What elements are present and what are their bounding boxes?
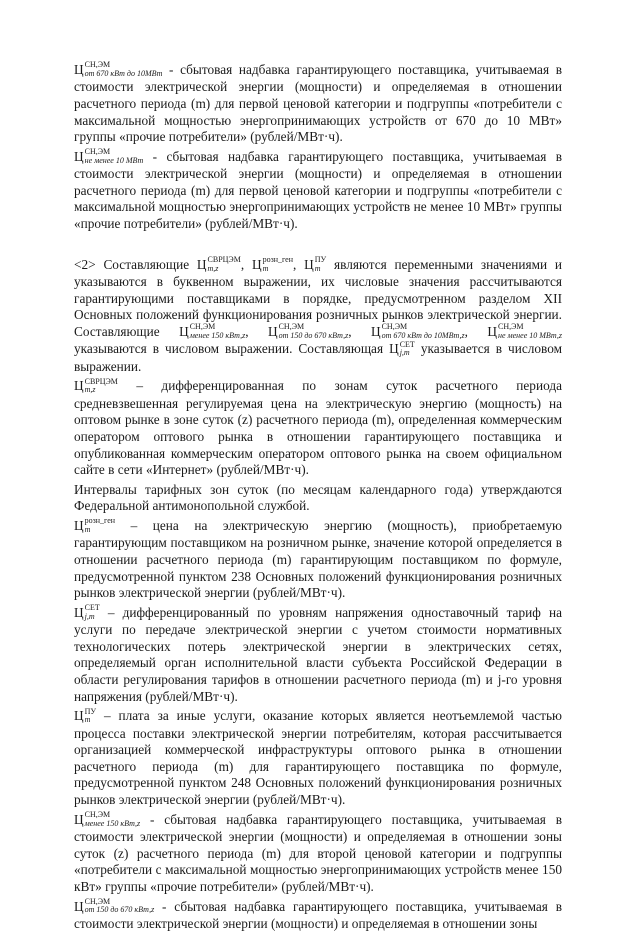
paragraph-tariff-zones (74, 482, 562, 515)
formula-symbol: Ц СЕТ j,m (74, 603, 100, 621)
separator: , (240, 256, 252, 272)
formula-symbol: Ц ПУ m (304, 255, 327, 273)
formula-symbol: Ц ПУ m (74, 706, 97, 725)
formula-symbol: Ц СН,ЭМ от 150 до 670 кВт,z (74, 896, 155, 915)
definition-text: – дифференцированная по зонам суток расчетного периода средневзвешенная регулируемая цена на электрическую энергию (мощность) на оптовом рынке в зоне суток (z) расчетного периода (m), определенная коммерческим оператором оптового рынка в отношении гарантирующего поставщика и опубликованная коммерческим оператором оптового рынка на своем официальном сайте в сети «Интернет» (рублей/МВт·ч). (74, 378, 562, 478)
definition-text: – дифференцированный по уровням напряжения одноставочный тариф на услуги по передаче электрической энергии с учетом стоимости нормативных технологических потерь электрической энергии в электрических сетях, определяемый орган исполнительной власти субъекта Российской Федерации в области регулирования тарифов в отношении расчетного периода (m) и j-го уровня напряжения (рублей/МВт·ч). (74, 604, 562, 704)
paragraph-text: - сбытовая надбавка гарантирующего поставщика, учитываемая в стоимости электрической энергии (мощности) и определяемая в отношении расчетного периода (m) для первой ценовой категории и подгруппы «потребители с максимальной мощностью энергопринимающих устройств от 670 до 10 МВт» группы «прочие потребители» (рублей/МВт·ч). (74, 62, 562, 145)
footnote-text: указываются в числовом выражении. Составляющая (74, 341, 390, 357)
formula-symbol: Ц СВРЦЭМ m,z (74, 376, 118, 395)
formula-symbol: Ц СЕТ j,m (389, 339, 415, 358)
definition-markup-less-150kw (74, 812, 562, 896)
footnote-text: являются переменными значениями и указываются в буквенном выражении, их числовые значения рассчитываются гарантирующими поставщиками в порядке, предусмотренном разделом XII Основных положений функционирования розничных рынков электрической энергии. Составляющие (74, 256, 563, 339)
separator: , (348, 323, 371, 339)
separator: , (245, 323, 268, 339)
formula-symbol: Ц СН,ЭМ от 670 кВт до 10МВт,z (370, 322, 465, 340)
definition-text: – плата за иные услуги, оказание которых является неотъемлемой частью процесса поставки электрической энергии потребителям, которая рассчитывается организацией коммерческой инфраструктуры оптового рынка в отношении расчетного периода (m) для гарантирующего поставщика по формуле, предусмотренной пунктом 248 Основных положений функционирования розничных рынков электрической энергии (рублей/МВт·ч). (74, 708, 562, 808)
formula-symbol: Ц розн_ген m (251, 255, 294, 273)
paragraph-markup-670kw-10mw (74, 62, 562, 146)
formula-symbol: Ц СН,ЭМ от 150 до 670 кВт,z (267, 322, 349, 340)
definition-pu (74, 708, 562, 808)
definition-text: – цена на электрическую энергию (мощность), приобретаемую гарантирующим поставщиком на розничном рынке, значение которой определяется в отношении расчетного периода (m) гарантирующим поставщиком по формуле, предусмотренной пунктом 238 Основных положений функционирования розничных рынков электрической энергии (рублей/МВт·ч). (74, 518, 562, 601)
footnote-2 (74, 257, 562, 376)
definition-rozn-gen (74, 518, 562, 602)
document-page (74, 62, 562, 933)
footnote-lead: <2> Составляющие (74, 256, 197, 272)
separator: , (293, 256, 305, 272)
definition-text: - сбытовая надбавка гарантирующего поставщика, учитываемая в стоимости электрической энергии (мощности) и определяемая в отношении зоны суток (z) расчетного периода (m) для второй ценовой категории и подгруппы «потребители с максимальной мощностью энергопринимающих устройств менее 150 кВт» группы «прочие потребители» (рублей/МВт·ч). (74, 811, 562, 894)
formula-symbol: Ц СВРЦЭМ m,z (196, 255, 241, 273)
paragraph-text: Интервалы тарифных зон суток (по месяцам календарного года) утверждаются Федеральной антимонопольной службой. (74, 481, 562, 514)
formula-symbol: Ц розн_ген m (74, 516, 116, 534)
footnote-text: указывается в числовом выражении. (74, 341, 562, 374)
formula-symbol: Ц СН,ЭМ менее 150 кВт,z (74, 810, 141, 828)
paragraph-markup-10mw (74, 149, 562, 233)
definition-text: - сбытовая надбавка гарантирующего поставщика, учитываемая в стоимости электрической энергии (мощности) и определяемая в отношении зоны (74, 898, 562, 931)
formula-symbol: Ц СН,ЭМ от 670 кВт до 10МВт (74, 60, 163, 78)
definition-set (74, 605, 562, 705)
paragraph-text: - сбытовая надбавка гарантирующего поставщика, учитываемая в стоимости электрической энергии (мощности) и определяемая в отношении расчетного периода (m) для первой ценовой категории и подгруппы «потребители с максимальной мощностью энергопринимающих устройств не менее 10 МВт» группы «прочие потребители» (рублей/МВт·ч). (74, 148, 562, 232)
formula-symbol: Ц СН,ЭМ менее 150 кВт,z (179, 322, 246, 340)
formula-symbol: Ц СН,ЭМ не менее 10 МВт,z (487, 322, 562, 340)
definition-svrcem (74, 378, 562, 478)
formula-symbol: Ц СН,ЭМ не менее 10 МВт (74, 147, 144, 165)
definition-markup-150-670kw (74, 896, 562, 933)
separator: , (464, 323, 488, 339)
